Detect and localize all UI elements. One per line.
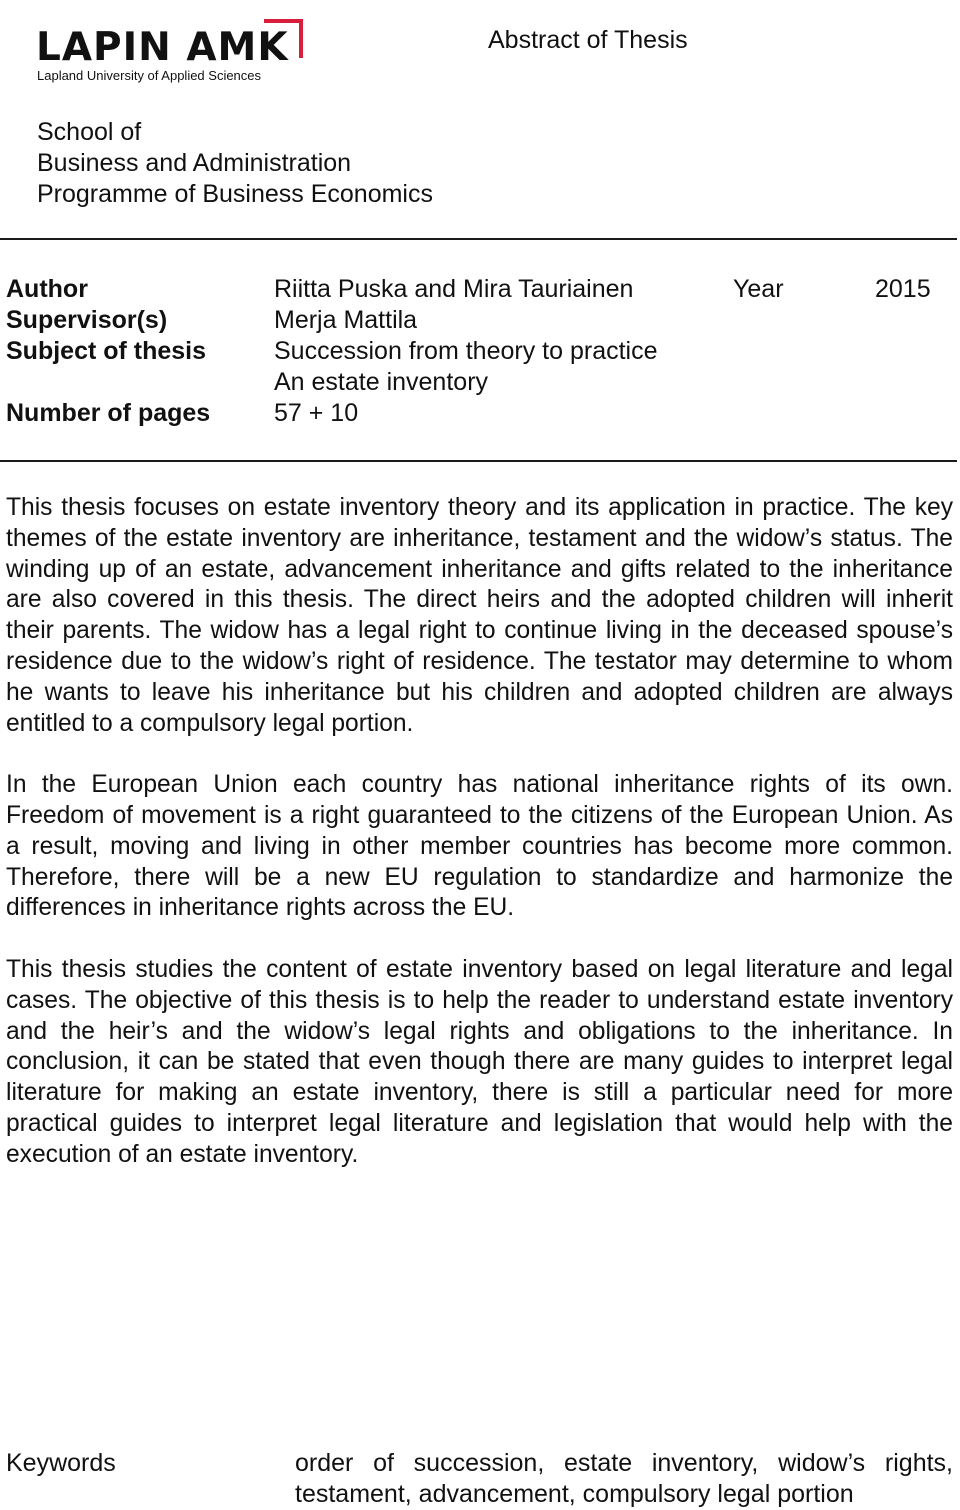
supervisor-label: Supervisor(s) — [6, 306, 168, 334]
middle-divider — [0, 460, 957, 462]
document-type-heading: Abstract of Thesis — [488, 26, 688, 54]
year-label: Year — [733, 275, 784, 303]
logo-wordmark: LAPIN AMK — [36, 25, 289, 70]
abstract-paragraph: This thesis studies the content of estate inventory based on legal literature and legal cases. The objective of this thesis is to help the reader to understand estate inventory and the heir’s and the widow’s legal rights and obligations to the inheritance. In conclusion, it can be stated that even though there are many guides to interpret legal literature for making an estate inventory, there is still a particular need for more practical guides to interpret legal literature and legislation that would help with the execution of an estate inventory. — [6, 955, 953, 1168]
top-divider — [0, 238, 957, 240]
school-name: Business and Administration — [37, 149, 352, 177]
year-value: 2015 — [875, 275, 931, 303]
abstract-paragraph: In the European Union each country has national inheritance rights of its own. Freedom of movement is a right guaranteed to the citizens of the European Union. As a result, moving and living in other member countries has become more common. Therefore, there will be a new EU regulation to standardize and harmonize the differences in inheritance rights across the EU. — [6, 771, 953, 922]
subject-value: Succession from theory to practice — [274, 337, 658, 365]
subject-value-subtitle: An estate inventory — [274, 368, 489, 396]
school-info — [37, 117, 433, 210]
subject-label: Subject of thesis — [6, 337, 207, 365]
programme-name: Programme of Business Economics — [37, 180, 433, 208]
abstract-paragraph: This thesis focuses on estate inventory theory and its application in practice. The key themes of the estate inventory are inheritance, testament and the widow’s status. The winding up of an estate, advancement inheritance and gifts related to the inheritance are also covered in this thesis. The direct heirs and the adopted children will inherit their parents. The widow has a legal right to continue living in the deceased spouse’s residence due to the widow’s right of residence. The testator may determine to whom he wants to leave his inheritance but his children and adopted children are always entitled to a compulsory legal portion. — [6, 494, 953, 737]
abstract-body — [6, 493, 953, 1201]
logo-subtitle: Lapland University of Applied Sciences — [37, 68, 262, 83]
pages-label: Number of pages — [6, 399, 211, 427]
author-value: Riitta Puska and Mira Tauriainen — [274, 275, 634, 303]
supervisor-value: Merja Mattila — [274, 306, 418, 334]
school-line: School of — [37, 118, 142, 146]
pages-value: 57 + 10 — [274, 399, 359, 427]
keywords-value: order of succession, estate inventory, widow’s rights, testament, advancement, compulsory legal portion — [295, 1449, 953, 1508]
university-logo — [36, 18, 289, 84]
author-label: Author — [6, 275, 88, 303]
logo-corner-mark-icon — [264, 18, 304, 58]
keywords-label: Keywords — [6, 1449, 116, 1477]
